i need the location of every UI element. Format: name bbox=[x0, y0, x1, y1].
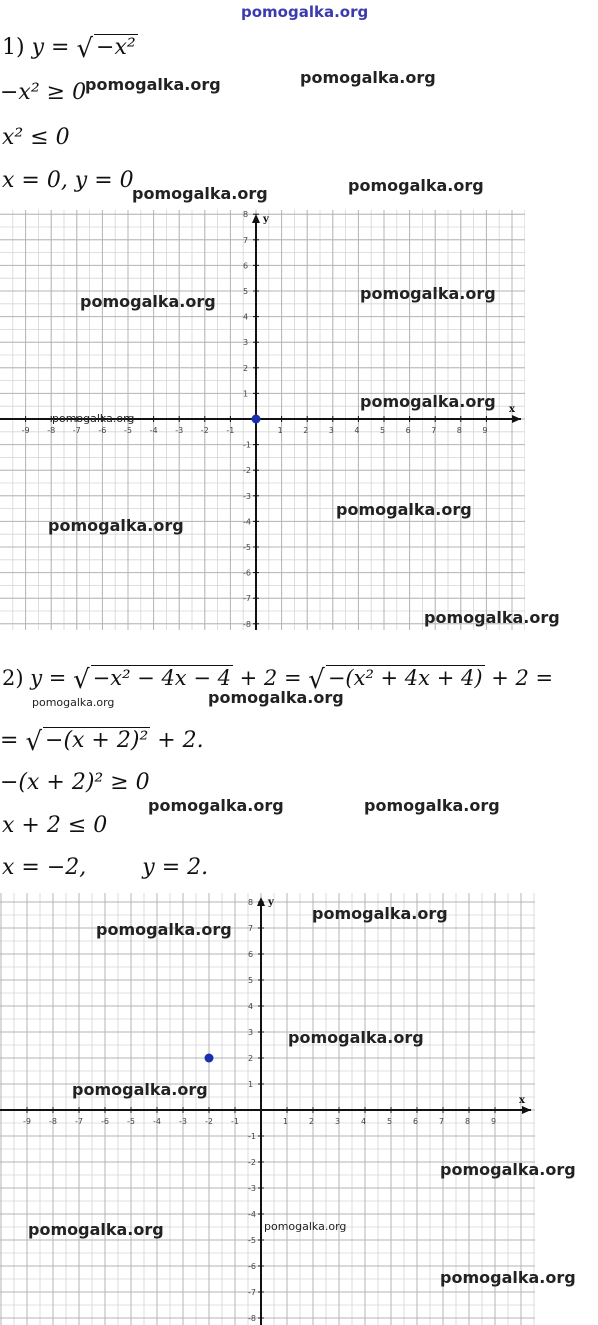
y-tick-label: 1 bbox=[243, 389, 249, 399]
x-tick-label: 5 bbox=[387, 1117, 393, 1126]
watermark: pomogalka.org bbox=[336, 500, 472, 519]
sqrt-symbol: √ bbox=[25, 727, 43, 757]
y-tick-label: 5 bbox=[248, 976, 254, 985]
watermark: pomogalka.org bbox=[440, 1160, 576, 1179]
problem2-line2: = √ −(x + 2)² + 2. bbox=[0, 727, 204, 757]
watermark: pomogalka.org bbox=[32, 696, 115, 709]
y-tick-label: -4 bbox=[243, 517, 251, 527]
x-tick-label: -8 bbox=[47, 426, 56, 435]
y-tick-label: 8 bbox=[248, 898, 254, 907]
x-axis-arrow bbox=[522, 1106, 531, 1114]
x-tick-label: 2 bbox=[303, 426, 309, 435]
x-tick-label: -4 bbox=[149, 426, 158, 435]
x-tick-label: 4 bbox=[354, 426, 360, 435]
y-tick-label: 5 bbox=[243, 287, 249, 296]
x-tick-label: 5 bbox=[380, 426, 386, 435]
solution-point bbox=[252, 415, 261, 424]
x-tick-label: 2 bbox=[309, 1117, 315, 1126]
x-tick-label: 3 bbox=[335, 1117, 341, 1126]
x-tick-label: -6 bbox=[98, 426, 107, 435]
y-axis-label: y bbox=[263, 214, 269, 225]
watermark: pomogalka.org bbox=[208, 688, 344, 707]
y-tick-label: 6 bbox=[243, 261, 249, 271]
watermark: pomogalka.org bbox=[80, 292, 216, 311]
y-tick-label: -2 bbox=[243, 466, 251, 476]
y-tick-label: -1 bbox=[243, 440, 251, 450]
watermark: pomogalka.org bbox=[264, 1220, 347, 1233]
watermark: pomogalka.org bbox=[360, 392, 496, 411]
y-tick-label: -6 bbox=[243, 568, 251, 578]
x-tick-label: 8 bbox=[456, 426, 462, 435]
y-tick-label: 7 bbox=[248, 924, 254, 933]
y-axis-label: y bbox=[268, 897, 274, 908]
y-tick-label: -3 bbox=[243, 491, 251, 501]
x-tick-label: -4 bbox=[153, 1117, 161, 1126]
y-tick-label: 2 bbox=[248, 1054, 254, 1063]
y-tick-label: 7 bbox=[243, 235, 249, 245]
x-tick-label: -5 bbox=[124, 426, 132, 435]
watermark: pomogalka.org bbox=[28, 1220, 164, 1239]
problem2-number: 2) bbox=[2, 666, 24, 690]
x-tick-label: -6 bbox=[101, 1117, 109, 1126]
x-tick-label: 7 bbox=[431, 426, 437, 435]
watermark: pomogalka.org bbox=[300, 68, 436, 87]
watermark: pomogalka.org bbox=[72, 1080, 208, 1099]
problem1-line2: −x² ≥ 0 bbox=[0, 80, 87, 105]
x-tick-label: -1 bbox=[231, 1117, 239, 1126]
coordinate-plane-2 bbox=[0, 893, 535, 1325]
watermark: pomogalka.org bbox=[288, 1028, 424, 1047]
graph2 bbox=[0, 893, 535, 1325]
y-tick-label: 1 bbox=[248, 1080, 254, 1089]
y-tick-label: -8 bbox=[248, 1314, 256, 1323]
y-tick-label: -7 bbox=[248, 1288, 256, 1297]
y-tick-label: 4 bbox=[243, 312, 249, 322]
x-tick-label: -9 bbox=[21, 426, 30, 435]
y-tick-label: 3 bbox=[248, 1028, 254, 1037]
x-tick-label: 4 bbox=[361, 1117, 367, 1126]
problem2-line3: −(x + 2)² ≥ 0 bbox=[0, 770, 150, 795]
watermark: pomogalka.org bbox=[364, 796, 500, 815]
problem1-lhs: y = bbox=[31, 35, 77, 60]
y-tick-label: 3 bbox=[243, 338, 249, 348]
problem2-line4: x + 2 ≤ 0 bbox=[2, 813, 108, 838]
y-tick-label: -3 bbox=[248, 1184, 256, 1193]
x-tick-label: -3 bbox=[175, 426, 184, 435]
watermark: pomogalka.org bbox=[132, 184, 268, 203]
sqrt-symbol: √ bbox=[76, 34, 94, 64]
x-tick-label: -9 bbox=[23, 1117, 31, 1126]
x-tick-label: 1 bbox=[277, 426, 283, 435]
y-tick-label: 6 bbox=[248, 950, 254, 959]
watermark: pomogalka.org bbox=[360, 284, 496, 303]
x-axis-label: x bbox=[509, 404, 515, 415]
x-tick-label: -5 bbox=[127, 1117, 135, 1126]
x-tick-label: 6 bbox=[413, 1117, 419, 1126]
x-tick-label: 9 bbox=[491, 1117, 497, 1126]
x-tick-label: 8 bbox=[465, 1117, 471, 1126]
x-tick-label: 7 bbox=[439, 1117, 445, 1126]
y-tick-label: -2 bbox=[248, 1158, 256, 1167]
sqrt-symbol: √ bbox=[308, 665, 325, 695]
watermark: pomogalka.org bbox=[312, 904, 448, 923]
problem1-radicand: −x² bbox=[96, 35, 136, 60]
x-tick-label: -2 bbox=[205, 1117, 213, 1126]
watermark: pomogalka.org bbox=[96, 920, 232, 939]
x-tick-label: 3 bbox=[328, 426, 334, 435]
y-tick-label: 8 bbox=[243, 210, 249, 220]
y-tick-label: -5 bbox=[248, 1236, 256, 1245]
y-tick-label: -8 bbox=[243, 619, 251, 629]
x-tick-label: 1 bbox=[283, 1117, 289, 1126]
sqrt-symbol: √ bbox=[73, 665, 90, 695]
solution-point bbox=[205, 1054, 214, 1063]
problem2-equation: 2) y = √ −x² − 4x − 4 + 2 = √ −(x² + 4x + 4) + 2 = bbox=[2, 665, 554, 695]
watermark: pomogalka.org bbox=[85, 75, 221, 94]
watermark: pomogalka.org bbox=[440, 1268, 576, 1287]
problem1-line4: x = 0, y = 0 bbox=[2, 168, 134, 193]
problem1-line3: x² ≤ 0 bbox=[2, 125, 70, 150]
watermark: pomogalka.org bbox=[48, 516, 184, 535]
problem2-line5: x = −2, y = 2. bbox=[2, 855, 209, 880]
x-tick-label: -8 bbox=[49, 1117, 57, 1126]
watermark: pomogalka.org bbox=[52, 412, 135, 425]
site-header: pomogalka.org bbox=[241, 3, 369, 21]
x-tick-label: -7 bbox=[72, 426, 81, 435]
watermark: pomogalka.org bbox=[348, 176, 484, 195]
y-tick-label: -5 bbox=[243, 543, 251, 552]
x-tick-label: 6 bbox=[405, 426, 411, 435]
y-axis-arrow bbox=[252, 214, 260, 223]
x-tick-label: 9 bbox=[482, 426, 488, 435]
x-tick-label: -3 bbox=[179, 1117, 187, 1126]
y-tick-label: -6 bbox=[248, 1262, 256, 1271]
x-axis-arrow bbox=[512, 415, 521, 423]
x-tick-label: -1 bbox=[226, 426, 235, 435]
y-tick-label: 4 bbox=[248, 1002, 254, 1011]
y-tick-label: 2 bbox=[243, 363, 249, 373]
problem1-number: 1) bbox=[2, 35, 25, 60]
x-tick-label: -7 bbox=[75, 1117, 83, 1126]
watermark: pomogalka.org bbox=[148, 796, 284, 815]
y-tick-label: -7 bbox=[243, 594, 251, 604]
watermark: pomogalka.org bbox=[424, 608, 560, 627]
y-tick-label: -4 bbox=[248, 1210, 256, 1219]
y-tick-label: -1 bbox=[248, 1132, 256, 1141]
x-tick-label: -2 bbox=[200, 426, 209, 435]
problem1-equation bbox=[2, 34, 138, 62]
x-axis-label: x bbox=[519, 1095, 525, 1106]
